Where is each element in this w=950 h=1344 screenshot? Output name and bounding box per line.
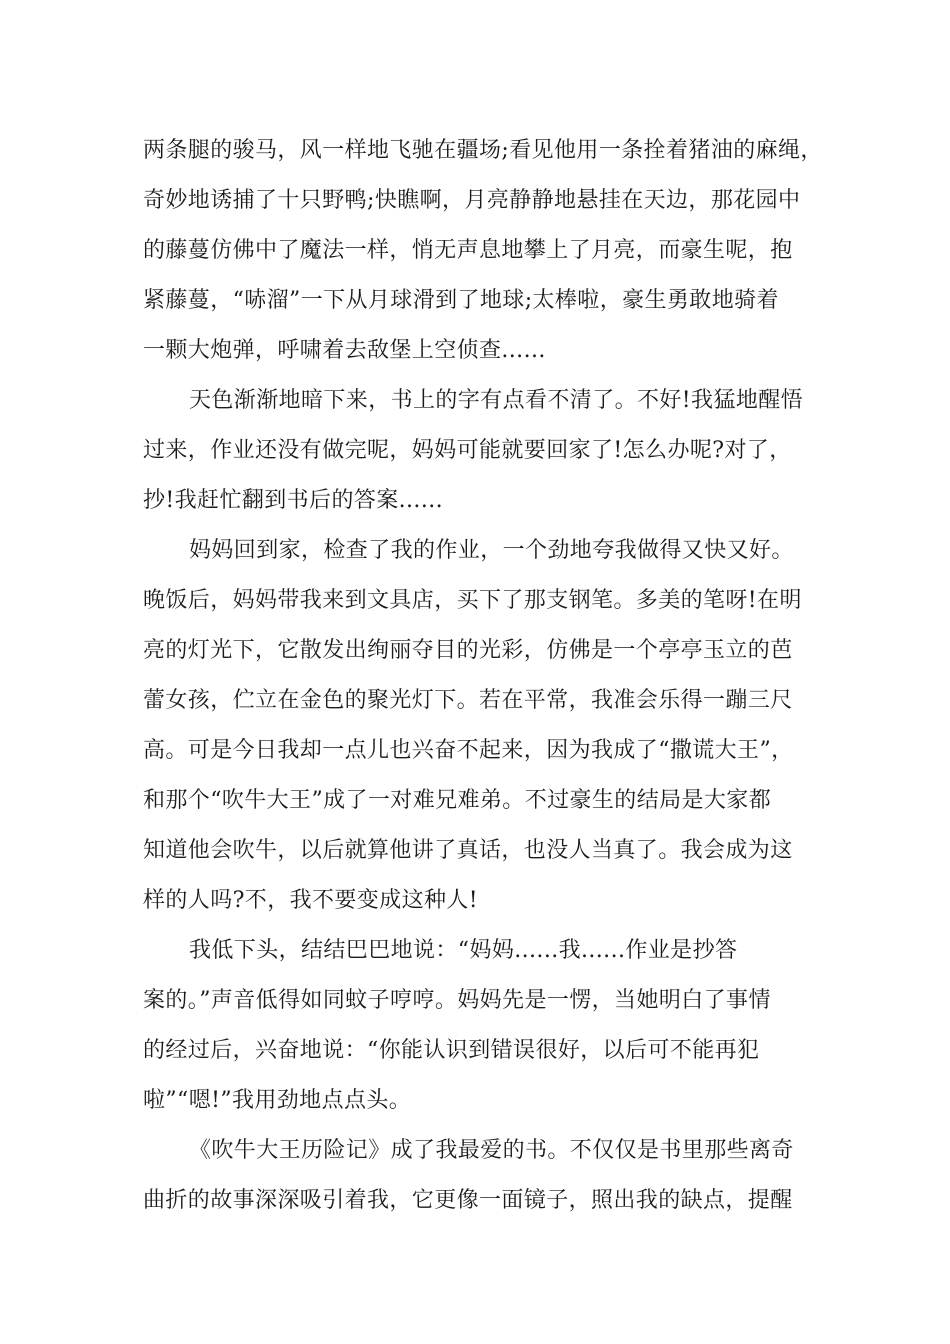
text-line: 一颗大炮弹，呼啸着去敌堡上空侦查...... [143,338,546,363]
essay-body [143,126,827,1226]
text-line: 啦”“嗯!”我用劲地点点头。 [143,1088,412,1113]
text-line: 两条腿的骏马，风一样地飞驰在疆场;看见他用一条拴着猪油的麻绳， [143,138,823,163]
text-line: 过来，作业还没有做完呢，妈妈可能就要回家了!怎么办呢?对了， [143,438,792,463]
text-line: 亮的灯光下，它散发出绚丽夺目的光彩，仿佛是一个亭亭玉立的芭 [143,638,793,663]
text-line: 和那个“吹牛大王”成了一对难兄难弟。不过豪生的结局是大家都 [143,788,772,813]
text-line: 抄!我赶忙翻到书后的答案...... [143,488,444,513]
text-line: 《吹牛大王历险记》成了我最爱的书。不仅仅是书里那些离奇 [189,1138,794,1163]
text-line: 样的人吗?不，我不要变成这种人! [143,888,479,913]
text-line: 案的。”声音低得如同蚊子哼哼。妈妈先是一愣，当她明白了事情 [143,988,771,1013]
text-line: 知道他会吹牛，以后就算他讲了真话，也没人当真了。我会成为这 [143,838,793,863]
text-line: 蕾女孩，伫立在金色的聚光灯下。若在平常，我准会乐得一蹦三尺 [143,688,793,713]
text-line: 我低下头，结结巴巴地说：“妈妈......我......作业是抄答 [189,938,738,963]
paragraph-4 [143,926,827,1126]
paragraph-1 [143,126,827,376]
paragraph-2 [143,376,827,526]
paragraph-3 [143,526,827,926]
text-line: 高。可是今日我却一点儿也兴奋不起来，因为我成了“撒谎大王”， [143,738,794,763]
paragraph-5 [143,1126,827,1226]
text-line: 曲折的故事深深吸引着我，它更像一面镜子，照出我的缺点，提醒 [143,1188,793,1213]
text-line: 奇妙地诱捕了十只野鸭;快瞧啊，月亮静静地悬挂在天边，那花园中 [143,188,801,213]
text-line: 妈妈回到家，检查了我的作业，一个劲地夸我做得又快又好。 [189,538,794,563]
text-line: 紧藤蔓，“哧溜”一下从月球滑到了地球;太棒啦，豪生勇敢地骑着 [143,288,779,313]
text-line: 的藤蔓仿佛中了魔法一样，悄无声息地攀上了月亮，而豪生呢，抱 [143,238,793,263]
text-line: 晚饭后，妈妈带我来到文具店，买下了那支钢笔。多美的笔呀!在明 [143,588,802,613]
text-line: 天色渐渐地暗下来，书上的字有点看不清了。不好!我猛地醒悟 [189,388,804,413]
text-line: 的经过后，兴奋地说：“你能认识到错误很好，以后可不能再犯 [143,1038,760,1063]
